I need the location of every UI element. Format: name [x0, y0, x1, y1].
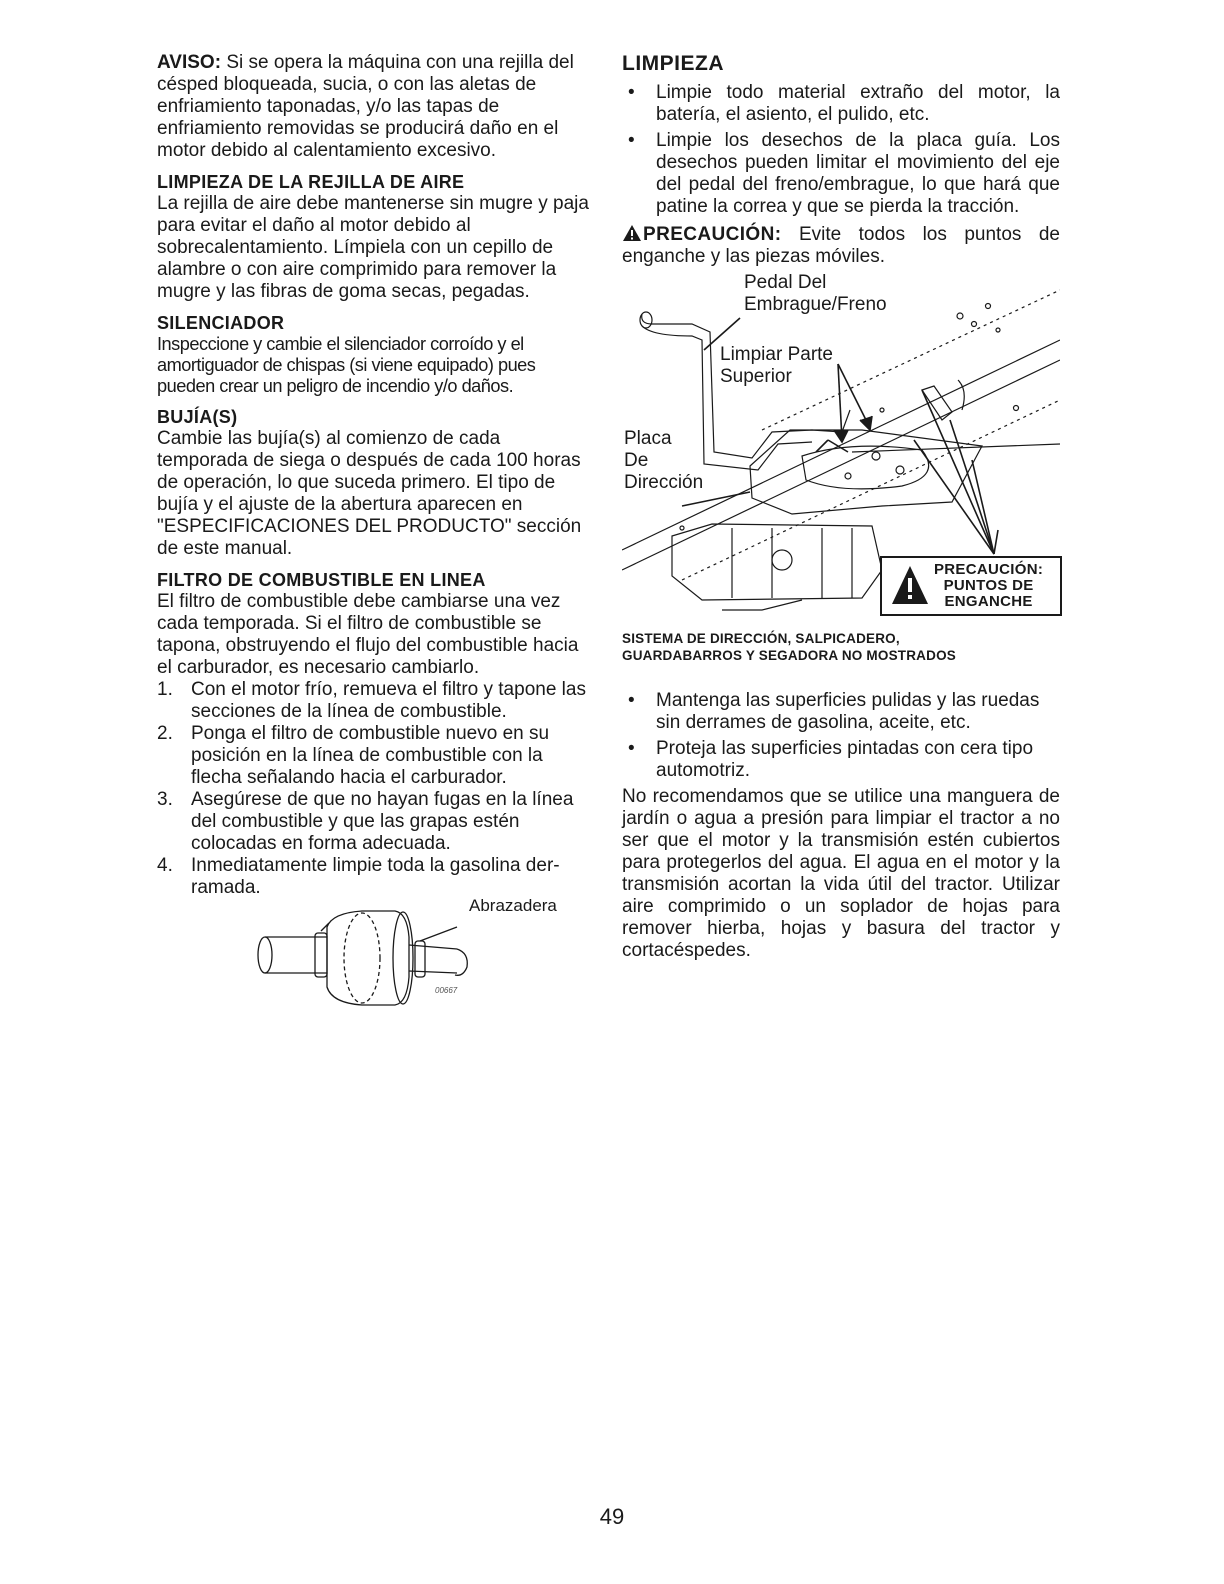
- aviso-paragraph: [157, 52, 593, 162]
- box-line2: PUNTOS DE: [943, 577, 1034, 594]
- left-column: [157, 52, 593, 1009]
- warning-triangle-icon: [622, 224, 642, 242]
- closing-paragraph: No recomendamos que se utilice una manguera de jardín o agua a presión para limpiar el tractor a no ser que el motor y la transmisión estén cubiertos para protegerlos del agua. El agua en el motor y la transmisión acortan la vida útil del tractor. Utilizar aire comprimido o un soplador de hojas para remover hierba, hojas y basura del tractor y cortacéspedes.: [622, 786, 1060, 961]
- limpiar-label-line2: Superior: [720, 366, 792, 387]
- bullet-item: [622, 82, 1060, 126]
- bullet-item: [622, 690, 1060, 734]
- step-text: Asegúrese de que no hayan fugas en la línea del combustible y que las grapas estén colocadas en forma adecuada.: [191, 789, 574, 854]
- bullet-dot: •: [628, 82, 635, 103]
- figure-code: 00667: [435, 986, 458, 995]
- step-item: [157, 723, 593, 789]
- box-line3: ENGANCHE: [944, 593, 1033, 610]
- filtro-heading: FILTRO DE COMBUSTIBLE EN LINEA: [157, 570, 486, 590]
- pinch-point-warning-box: [880, 556, 1062, 616]
- step-text: Ponga el filtro de combustible nuevo en su posición en la línea de combustible con la flecha señalando hacia el carburador.: [191, 723, 550, 788]
- abrazadera-label: Abrazadera: [469, 896, 557, 915]
- pinch-point-text: [934, 562, 1043, 610]
- pedal-label-line2: Embrague/Freno: [744, 294, 887, 315]
- placa-label-line1: Placa: [624, 428, 672, 449]
- caption-line1: SISTEMA DE DIRECCIÓN, SALPICADERO,: [622, 631, 900, 646]
- step-number: 3.: [157, 789, 173, 810]
- step-number: 4.: [157, 855, 173, 876]
- placa-label-line3: Dirección: [624, 472, 704, 493]
- aviso-text: Si se opera la máquina con una rejilla del césped bloqueada, sucia, o con las aletas de enfriamiento taponadas, y/o las tapas de enfriamiento removidas se producirá daño en el motor debido al calentamiento excesivo.: [157, 52, 574, 161]
- limpieza-bullets-top: [622, 82, 1060, 218]
- filtro-steps: [157, 679, 593, 899]
- bullet-text: Limpie todo material extraño del motor, la batería, el asiento, el pulido, etc.: [656, 82, 1060, 125]
- warning-triangle-icon: [890, 564, 930, 606]
- step-text: Inmediatamente limpie toda la gasolina der-ramada.: [191, 855, 560, 898]
- bullet-dot: •: [628, 738, 635, 759]
- silenciador-text: Inspeccione y cambie el silenciador corroído y el amortiguador de chispas (si viene equipado) pues pueden crear un peligro de incendio y/o daños.: [157, 334, 536, 396]
- bullet-item: [622, 130, 1060, 218]
- pedal-label-line1: Pedal Del: [744, 272, 827, 293]
- limpieza-heading: LIMPIEZA: [622, 52, 724, 75]
- right-column: [622, 52, 1060, 962]
- bujias-heading: BUJÍA(S): [157, 407, 238, 427]
- precaution-label: PRECAUCIÓN:: [643, 224, 782, 245]
- step-number: 2.: [157, 723, 173, 744]
- aviso-label: AVISO:: [157, 52, 222, 73]
- box-line1: PRECAUCIÓN:: [934, 561, 1044, 578]
- rejilla-text: La rejilla de aire debe mantenerse sin mugre y paja para evitar el daño al motor debido al sobrecalentamiento. Límpiela con un cepillo de alambre o con aire comprimido para remover la mugre y las fibras de goma secas, pegadas.: [157, 193, 589, 302]
- limpiar-label-line1: Limpiar Parte: [720, 344, 833, 365]
- placa-label-line2: De: [624, 450, 649, 471]
- precaution-paragraph: [622, 224, 1060, 268]
- bullet-text: Limpie los desechos de la placa guía. Los desechos pueden limitar el movimiento del eje del pedal del freno/embrague, lo que hará que patine la correa y que se pierda la tracción.: [656, 130, 1060, 217]
- limpieza-bullets-bottom: [622, 690, 1060, 782]
- silenciador-heading: SILENCIADOR: [157, 313, 285, 333]
- bullet-text: Proteja las superficies pintadas con cera tipo automotriz.: [656, 738, 1034, 781]
- page-number: 49: [599, 1504, 625, 1529]
- step-item: [157, 855, 593, 899]
- precaution-text: Evite todos los puntos de enganche y las piezas móviles.: [622, 224, 1060, 267]
- filtro-text: El filtro de combustible debe cambiarse una vez cada temporada. Si el filtro de combustible se tapona, obstruyendo el flujo del combustible hacia el carburador, es necesario cambiarlo.: [157, 591, 579, 678]
- step-item: [157, 789, 593, 855]
- bullet-item: [622, 738, 1060, 782]
- bullet-dot: •: [628, 690, 635, 711]
- fuel-filter-figure: [157, 897, 593, 1009]
- step-item: [157, 679, 593, 723]
- bujias-text: Cambie las bujía(s) al comienzo de cada temporada de siega o después de cada 100 horas de operación, lo que suceda primero. El tipo de bujía y el ajuste de la abertura aparecen en "ESPECIFICACIONES DEL PRODUCTO" sección de este manual.: [157, 428, 582, 559]
- caption-line2: GUARDABARROS Y SEGADORA NO MOSTRADOS: [622, 648, 956, 663]
- rejilla-heading: LIMPIEZA DE LA REJILLA DE AIRE: [157, 172, 465, 192]
- guide-plate-diagram: [622, 272, 1060, 630]
- step-text: Con el motor frío, remueva el filtro y tapone las secciones de la línea de combustible.: [191, 679, 586, 722]
- bullet-dot: •: [628, 130, 635, 151]
- diagram-caption: [622, 630, 1060, 664]
- step-number: 1.: [157, 679, 173, 700]
- bullet-text: Mantenga las superficies pulidas y las ruedas sin derrames de gasolina, aceite, etc.: [656, 690, 1040, 733]
